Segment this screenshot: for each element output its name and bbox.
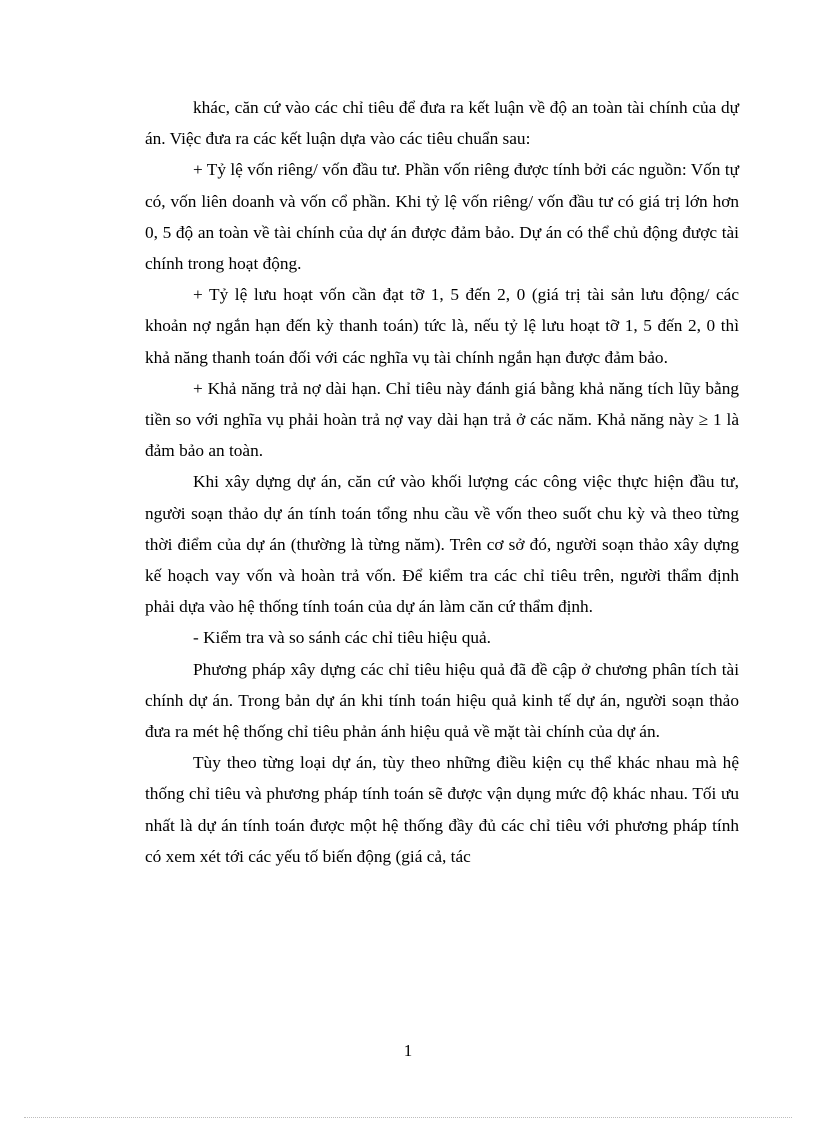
paragraph-efficiency-methods: Phương pháp xây dựng các chỉ tiêu hiệu quả đã đề cập ở chương phân tích tài chính dự án. Trong bản dự án khi tính toán hiệu quả kinh tế dự án, người soạn thảo đưa ra mét hệ thống chỉ tiêu phản ánh hiệu quả về mặt tài chính của dự án.: [145, 659, 739, 742]
page-edge-divider: [24, 1117, 792, 1118]
paragraph-capital-planning: Khi xây dựng dự án, căn cứ vào khối lượng các công việc thực hiện đầu tư, người soạn thảo dự án tính toán tổng nhu cầu về vốn theo suốt chu kỳ và theo từng thời điểm của dự án (thường là từng năm). Trên cơ sở đó, người soạn thảo xây dựng kế hoạch vay vốn và hoàn trả vốn. Để kiểm tra các chỉ tiêu trên, người thẩm định phải dựa vào hệ thống tính toán của dự án làm căn cứ thẩm định.: [145, 472, 739, 617]
paragraph-project-types: Tùy theo từng loại dự án, tùy theo những điều kiện cụ thể khác nhau mà hệ thống chỉ tiêu và phương pháp tính toán sẽ được vận dụng mức độ khác nhau. Tối ưu nhất là dự án tính toán được một hệ thống đầy đủ các chỉ tiêu với phương pháp tính có xem xét tới các yếu tố biến động (giá cả, tác: [145, 753, 739, 866]
paragraph-equity-ratio: + Tỷ lệ vốn riêng/ vốn đầu tư. Phần vốn riêng được tính bởi các nguồn: Vốn tự có, vốn liên doanh và vốn cổ phần. Khi tỷ lệ vốn riêng/ vốn đầu tư có giá trị lớn hơn 0, 5 độ an toàn về tài chính của dự án được đảm bảo. Dự án có thể chủ động được tài chính trong hoạt động.: [145, 160, 739, 274]
paragraph-continuation: khác, căn cứ vào các chỉ tiêu để đưa ra kết luận về độ an toàn tài chính của dự án. Việc đưa ra các kết luận dựa vào các tiêu chuẩn sau:: [145, 98, 739, 149]
document-body: [145, 92, 739, 872]
paragraph-liquidity-ratio: + Tỷ lệ lưu hoạt vốn cần đạt tỡ 1, 5 đến 2, 0 (giá trị tài sản lưu động/ các khoản nợ ngắn hạn đến kỳ thanh toán) tức là, nếu tỷ lệ lưu hoạt tỡ 1, 5 đến 2, 0 thì khả năng thanh toán đối với các nghĩa vụ tài chính ngắn hạn được đảm bảo.: [145, 285, 739, 367]
paragraph-long-term-debt: + Khả năng trả nợ dài hạn. Chỉ tiêu này đánh giá bằng khả năng tích lũy bằng tiền so với nghĩa vụ phải hoàn trả nợ vay dài hạn trả ở các năm. Khả năng này ≥ 1 là đảm bảo an toàn.: [145, 378, 739, 461]
paragraph-efficiency-check: - Kiểm tra và so sánh các chỉ tiêu hiệu quả.: [193, 628, 491, 648]
page-number: 1: [403, 1041, 413, 1060]
